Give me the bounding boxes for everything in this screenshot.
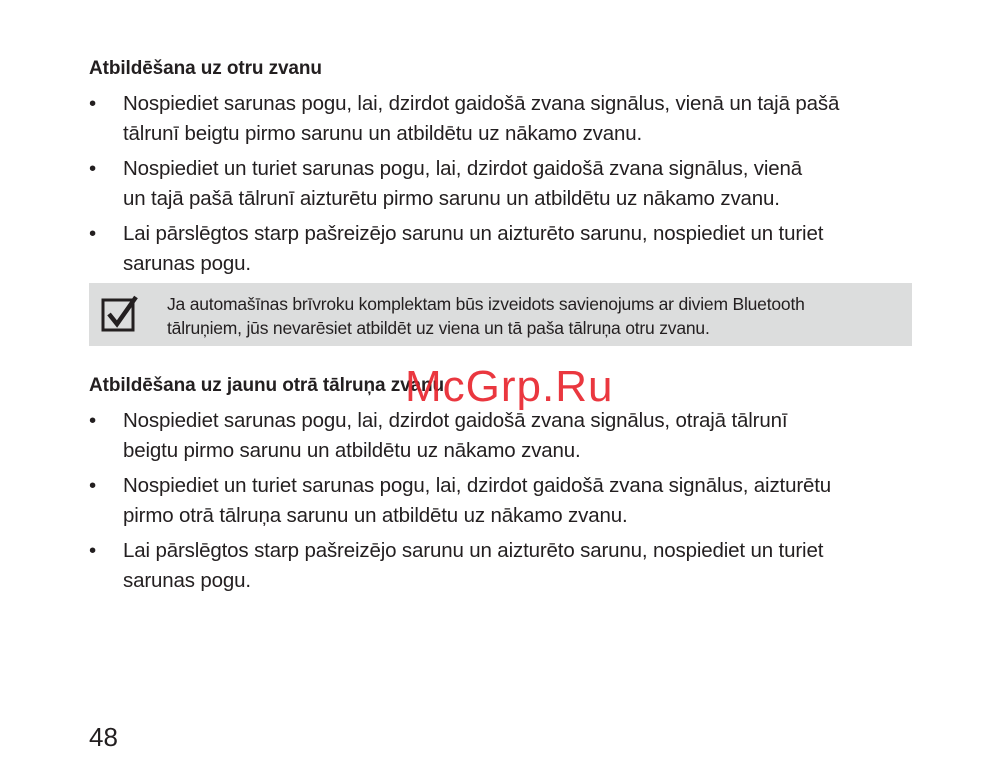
list-item-line: Nospiediet un turiet sarunas pogu, lai, dzirdot gaidošā zvana signālus, vienā	[123, 157, 803, 180]
note-line: tālruņiem, jūs nevarēsiet atbildēt uz viena un tā paša tālruņa otru zvanu.	[167, 318, 710, 338]
section-heading-other-phone-call: Atbildēšana uz jaunu otrā tālruņa zvanu	[89, 375, 445, 396]
list-item	[89, 406, 919, 466]
note-text	[167, 292, 907, 340]
list-item	[89, 536, 919, 596]
bullet-icon: •	[89, 157, 97, 180]
list-item-line: tālrunī beigtu pirmo sarunu un atbildētu uz nākamo zvanu.	[123, 122, 643, 145]
list-item-line: Lai pārslēgtos starp pašreizējo sarunu un aizturēto sarunu, nospiediet un turiet	[123, 222, 824, 245]
bullet-list-second-call	[89, 89, 919, 284]
list-item	[89, 471, 919, 531]
list-item	[89, 154, 919, 214]
page-number: 48	[89, 722, 118, 752]
list-item-line: pirmo otrā tālruņa sarunu un atbildētu uz nākamo zvanu.	[123, 504, 628, 527]
list-item-line: beigtu pirmo sarunu un atbildētu uz nākamo zvanu.	[123, 439, 581, 462]
bullet-icon: •	[89, 474, 97, 497]
checkbox-check-icon	[100, 295, 140, 335]
list-item	[89, 89, 919, 149]
watermark: McGrp.Ru	[405, 362, 614, 411]
list-item-line: sarunas pogu.	[123, 252, 251, 275]
list-item-line: un tajā pašā tālrunī aizturētu pirmo sarunu un atbildētu uz nākamo zvanu.	[123, 187, 780, 210]
note-line: Ja automašīnas brīvroku komplektam būs izveidots savienojums ar diviem Bluetooth	[167, 294, 805, 314]
list-item	[89, 219, 919, 279]
bullet-icon: •	[89, 539, 97, 562]
bullet-icon: •	[89, 409, 97, 432]
list-item-line: Lai pārslēgtos starp pašreizējo sarunu un aizturēto sarunu, nospiediet un turiet	[123, 539, 824, 562]
bullet-list-other-phone-call	[89, 406, 919, 601]
section-heading-second-call: Atbildēšana uz otru zvanu	[89, 58, 322, 79]
list-item-line: Nospiediet sarunas pogu, lai, dzirdot gaidošā zvana signālus, otrajā tālrunī	[123, 409, 788, 432]
list-item-line: Nospiediet un turiet sarunas pogu, lai, dzirdot gaidošā zvana signālus, aizturētu	[123, 474, 832, 497]
note-box	[89, 283, 912, 346]
list-item-line: sarunas pogu.	[123, 569, 251, 592]
bullet-icon: •	[89, 222, 97, 245]
list-item-line: Nospiediet sarunas pogu, lai, dzirdot gaidošā zvana signālus, vienā un tajā pašā	[123, 92, 840, 115]
bullet-icon: •	[89, 92, 97, 115]
